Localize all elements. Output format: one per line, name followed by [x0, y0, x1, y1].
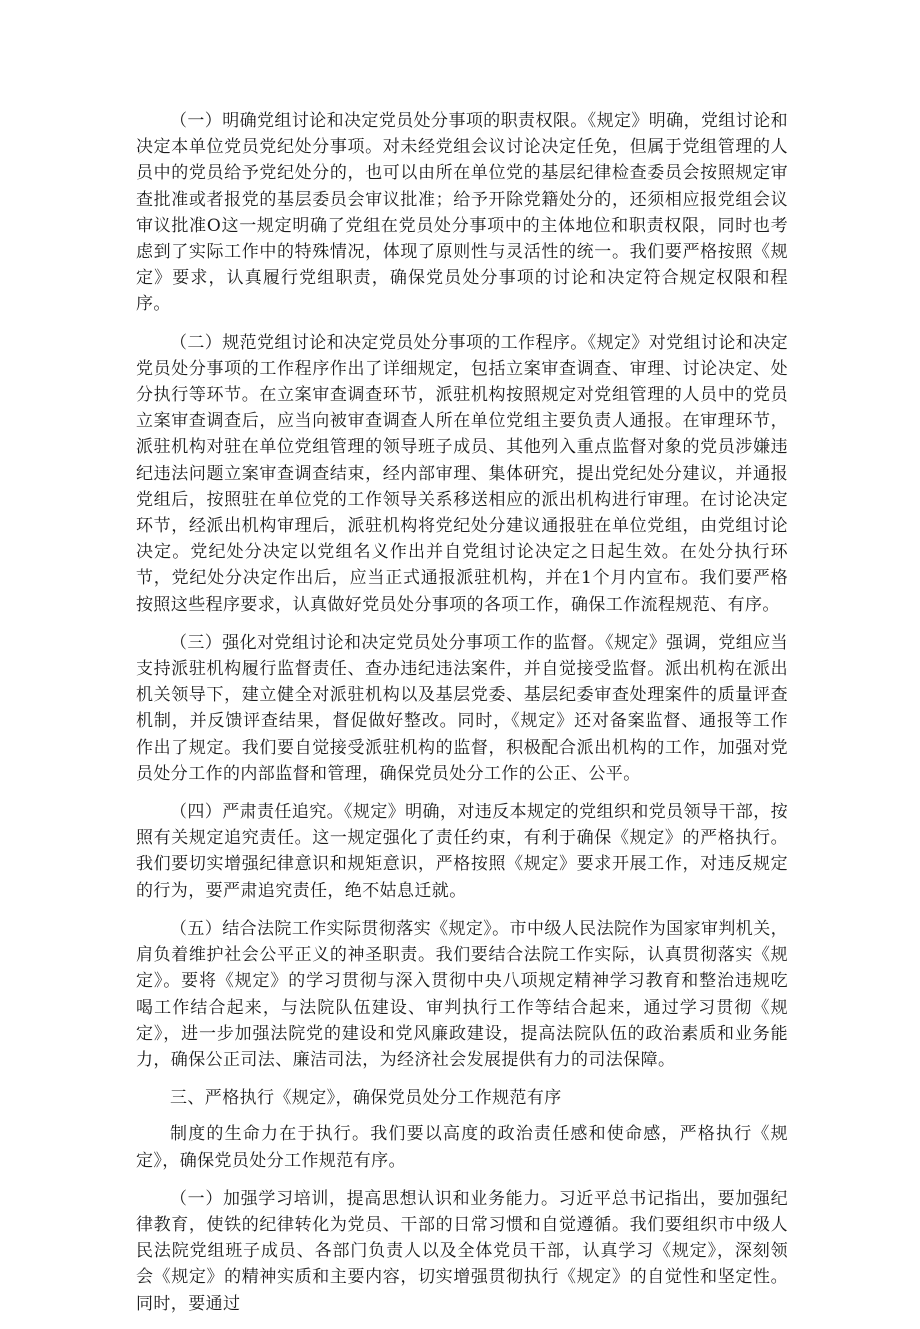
paragraph-section-5: （五）结合法院工作实际贯彻落实《规定》。市中级人民法院作为国家审判机关，肩负着维护社会公平正义的神圣职责。我们要结合法院工作实际，认真贯彻落实《规定》。要将《规定》的学习贯彻与深入贯彻中央八项规定精神学习教育和整治违规吃喝工作结合起来，与法院队伍建设、审判执行工作等结合起来，通过学习贯彻《规定》，进一步加强法院党的建设和党风廉政建设，提高法院队伍的政治素质和业务能力，确保公正司法、廉洁司法，为经济社会发展提供有力的司法保障。	[136, 918, 788, 1070]
paragraph-subsection-1: （一）加强学习培训，提高思想认识和业务能力。习近平总书记指出，要加强纪律教育，使铁的纪律转化为党员、干部的日常习惯和自觉遵循。我们要组织市中级人民法院党组班子成员、各部门负责人以及全体党员干部，认真学习《规定》，深刻领会《规定》的精神实质和主要内容，切实增强贯彻执行《规定》的自觉性和坚定性。同时，要通过	[136, 1188, 788, 1314]
document-body	[136, 108, 788, 1329]
paragraph-section-2: （二）规范党组讨论和决定党员处分事项的工作程序。《规定》对党组讨论和决定党员处分事项的工作程序作出了详细规定，包括立案审查调查、审理、讨论决定、处分执行等环节。在立案审查调查环节，派驻机构按照规定对党组管理的人员中的党员立案审查调查后，应当向被审查调查人所在单位党组主要负责人通报。在审理环节，派驻机构对驻在单位党组管理的领导班子成员、其他列入重点监督对象的党员涉嫌违纪违法问题立案审查调查结束，经内部审理、集体研究，提出党纪处分建议，并通报党组后，按照驻在单位党的工作领导关系移送相应的派出机构进行审理。在讨论决定环节，经派出机构审理后，派驻机构将党纪处分建议通报驻在单位党组，由党组讨论决定。党纪处分决定以党组名义作出并自党组讨论决定之日起生效。在处分执行环节，党纪处分决定作出后，应当正式通报派驻机构，并在1个月内宣布。我们要严格按照这些程序要求，认真做好党员处分事项的各项工作，确保工作流程规范、有序。	[136, 332, 788, 615]
paragraph-section-4: （四）严肃责任追究。《规定》明确，对违反本规定的党组织和党员领导干部，按照有关规定追究责任。这一规定强化了责任约束，有利于确保《规定》的严格执行。我们要切实增强纪律意识和规矩意识，严格按照《规定》要求开展工作，对违反规定的行为，要严肃追究责任，绝不姑息迁就。	[136, 802, 788, 901]
paragraph-section-1: （一）明确党组讨论和决定党员处分事项的职责权限。《规定》明确，党组讨论和决定本单位党员党纪处分事项。对未经党组会议讨论决定任免，但属于党组管理的人员中的党员给予党纪处分的，也可以由所在单位党的基层纪律检查委员会按照规定审查批准或者报党的基层委员会审议批准；给予开除党籍处分的，还须相应报党组会议审议批准O这一规定明确了党组在党员处分事项中的主体地位和职责权限，同时也考虑到了实际工作中的特殊情况，体现了原则性与灵活性的统一。我们要严格按照《规定》要求，认真履行党组职责，确保党员处分事项的讨论和决定符合规定权限和程序。	[136, 111, 788, 315]
paragraph-intro: 制度的生命力在于执行。我们要以高度的政治责任感和使命感，严格执行《规定》，确保党员处分工作规范有序。	[136, 1124, 788, 1171]
paragraph-section-3: （三）强化对党组讨论和决定党员处分事项工作的监督。《规定》强调，党组应当支持派驻机构履行监督责任、查办违纪违法案件，并自觉接受监督。派出机构在派出机关领导下，建立健全对派驻机构以及基层党委、基层纪委审查处理案件的质量评查机制，并反馈评查结果，督促做好整改。同时，《规定》还对备案监督、通报等工作作出了规定。我们要自觉接受派驻机构的监督，积极配合派出机构的工作，加强对党员处分工作的内部监督和管理，确保党员处分工作的公正、公平。	[136, 632, 788, 784]
section-heading-three: 三、严格执行《规定》，确保党员处分工作规范有序	[170, 1088, 562, 1109]
